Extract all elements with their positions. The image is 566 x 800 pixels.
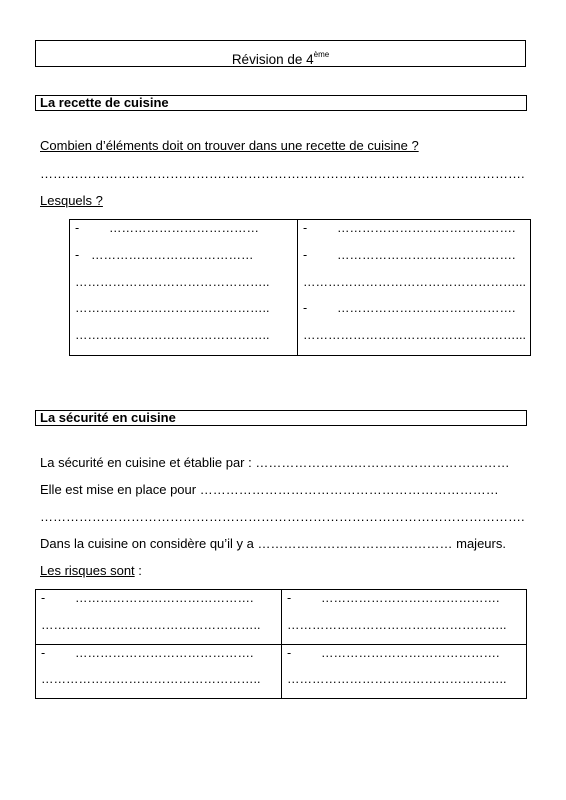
left-line-5: ………………………………………..: [75, 328, 270, 343]
securite-line-1: La sécurité en cuisine et établie par : …………………..………………………………: [40, 455, 510, 470]
question-elements: Combien d’éléments doit on trouver dans une recette de cuisine ?: [40, 138, 419, 153]
securite-line-2: Elle est mise en place pour ……………………………………………………………: [40, 482, 499, 497]
risques-table: [35, 589, 527, 699]
left-line-3: ………………………………………..: [75, 274, 270, 289]
lesquels-left-cell: [70, 220, 298, 356]
left-line-1: - ………………………………: [75, 221, 259, 235]
right-line-5: ……………………………………………...: [303, 328, 526, 343]
risques-colon: :: [134, 563, 142, 578]
risques-label-line: [40, 563, 142, 578]
lesquels-label: Lesquels ?: [40, 193, 103, 208]
risques-cell-2-2: - ……………………………………. ……………………………………………..: [282, 644, 527, 699]
lesquels-right-cell: [298, 220, 531, 356]
risques-label: Les risques sont: [40, 563, 135, 578]
left-line-2: - …………………………………: [75, 247, 254, 262]
lesquels-table: [69, 219, 531, 356]
right-line-3: ……………………………………………...: [303, 274, 526, 289]
right-line-4: - …………………………………….: [303, 301, 516, 316]
right-line-1: - …………………………………….: [303, 221, 516, 235]
title-text: Révision de 4: [231, 52, 314, 67]
answer-dotted-line: ………………………………………………………………………………………………….: [40, 166, 525, 181]
risques-cell-2-1: - ……………………………………. ……………………………………………..: [36, 644, 282, 699]
section-heading-securite: La sécurité en cuisine: [35, 410, 527, 426]
title-superscript: ème: [313, 50, 330, 59]
securite-line-4: Dans la cuisine on considère qu’il y a ……………………………………… majeurs.: [40, 536, 506, 551]
risques-cell-1-1: - ……………………………………. ……………………………………………..: [36, 590, 282, 645]
risques-cell-1-2: - ……………………………………. ……………………………………………..: [282, 590, 527, 645]
page-title: [35, 40, 526, 67]
securite-line-3: ………………………………………………………………………………………………….: [40, 509, 525, 524]
left-line-4: ………………………………………..: [75, 301, 270, 316]
right-line-2: - …………………………………….: [303, 247, 516, 262]
section-heading-recette: La recette de cuisine: [35, 95, 527, 111]
